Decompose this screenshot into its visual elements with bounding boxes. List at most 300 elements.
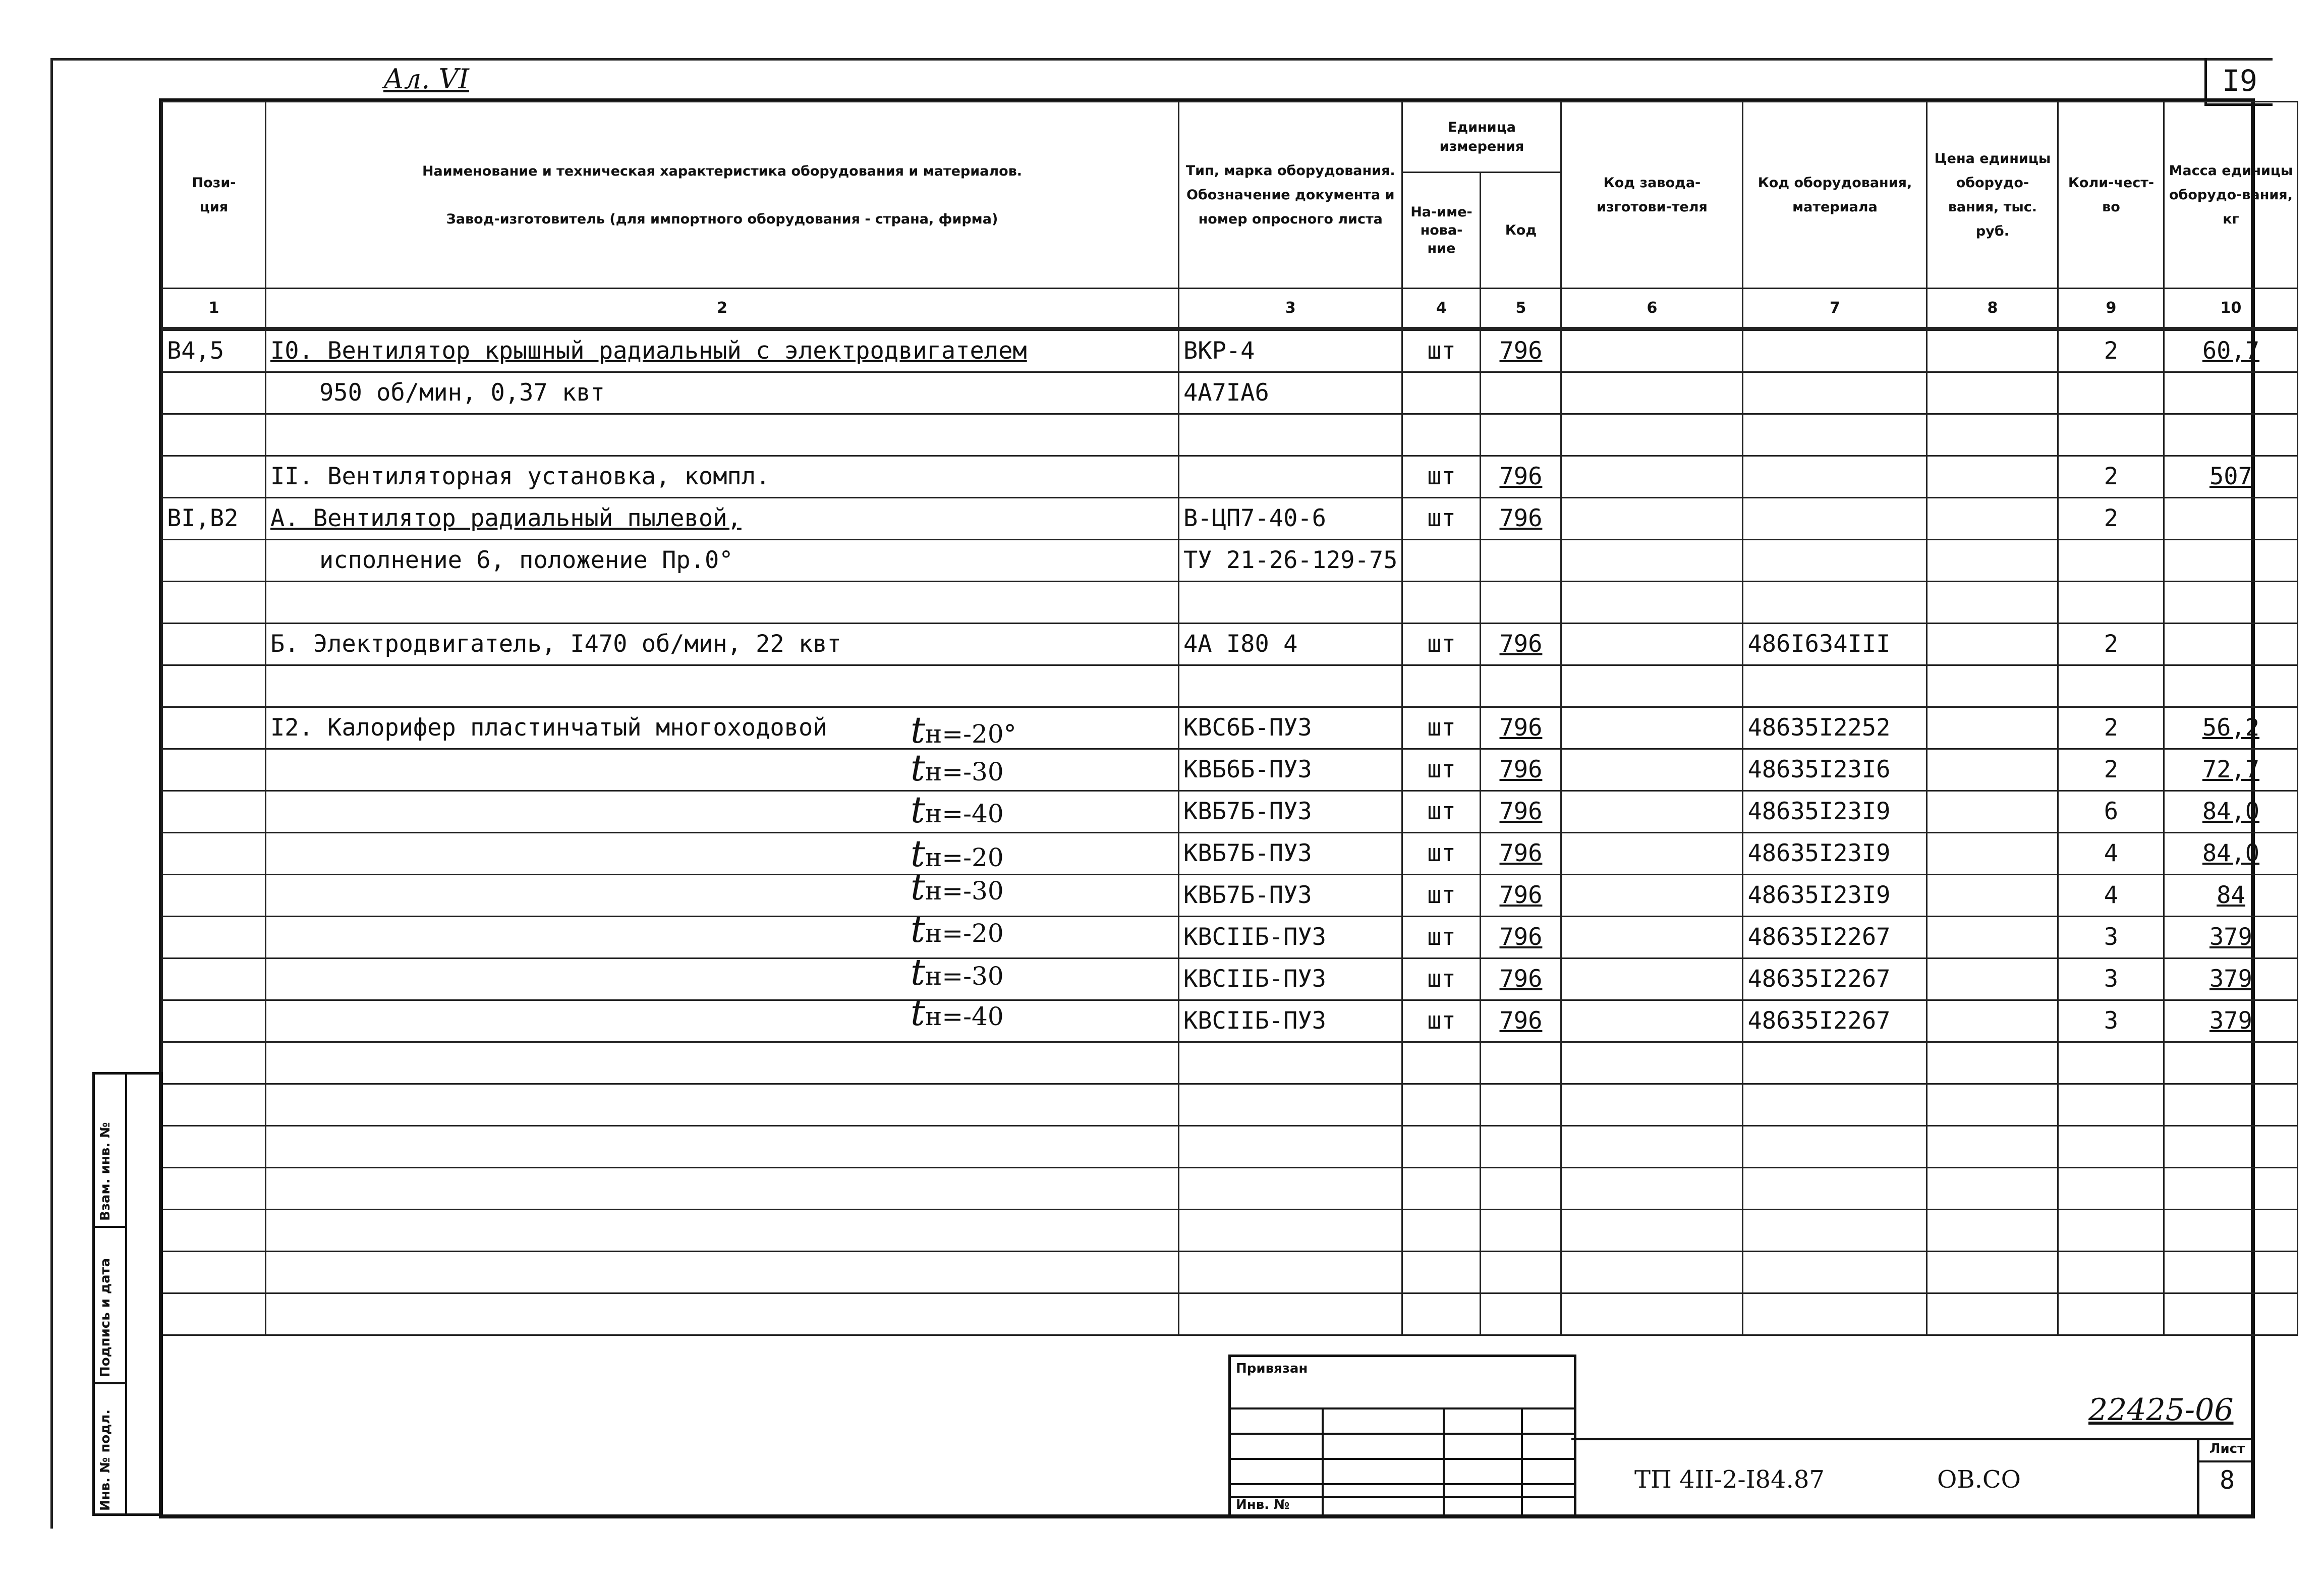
item-mass: 379	[2164, 916, 2298, 958]
item-price	[1927, 874, 2058, 916]
stamp-bound-label: Привязан	[1236, 1361, 1308, 1376]
empty-cell	[1743, 1209, 1927, 1251]
item-quantity: 2	[2058, 456, 2164, 497]
table-row	[162, 456, 2298, 497]
temperature-symbol: t	[911, 991, 925, 1034]
item-price	[1927, 497, 2058, 539]
item-type: КВБ7Б-ПУЗ	[1179, 874, 1402, 916]
empty-cell	[1481, 1209, 1561, 1251]
item-name	[266, 414, 1179, 456]
item-unit-code: 796	[1481, 497, 1561, 539]
temperature-value: н=-20	[925, 919, 1004, 948]
empty-cell	[1481, 1167, 1561, 1209]
item-material-code: 48635I2252	[1743, 707, 1927, 749]
temperature-value: н=-30	[925, 962, 1004, 991]
empty-cell	[1481, 1293, 1561, 1335]
empty-cell	[2164, 1251, 2298, 1293]
empty-cell	[162, 1209, 266, 1251]
item-plant-code	[1561, 581, 1743, 623]
temperature-value: н=-40	[925, 799, 1004, 828]
column-number: 6	[1561, 289, 1743, 329]
item-plant-code	[1561, 539, 1743, 581]
item-plant-code	[1561, 665, 1743, 707]
position	[162, 958, 266, 1000]
item-unit-code	[1481, 372, 1561, 414]
empty-cell	[2058, 1084, 2164, 1125]
item-unit-code: 796	[1481, 832, 1561, 874]
empty-cell	[266, 1125, 1179, 1167]
item-type	[1179, 456, 1402, 497]
empty-cell	[1927, 1209, 2058, 1251]
position: B4,5	[162, 329, 266, 372]
item-unit-code: 796	[1481, 456, 1561, 497]
item-unit-code: 796	[1481, 916, 1561, 958]
table-row	[162, 372, 2298, 414]
empty-cell	[1481, 1125, 1561, 1167]
empty-cell	[1179, 1042, 1402, 1084]
empty-cell	[1743, 1293, 1927, 1335]
empty-cell	[1561, 1125, 1743, 1167]
item-name: II. Вентиляторная установка, компл.	[266, 456, 1179, 497]
empty-cell	[162, 1251, 266, 1293]
item-mass	[2164, 665, 2298, 707]
header-unit-name: На-име-нова-ние	[1402, 173, 1481, 289]
item-unit-code: 796	[1481, 874, 1561, 916]
header-unit-code: Код	[1481, 173, 1561, 289]
empty-cell	[1481, 1042, 1561, 1084]
item-mass: 379	[2164, 958, 2298, 1000]
item-unit	[1402, 414, 1481, 456]
item-name: Б. Электродвигатель, I470 об/мин, 22 квт	[266, 623, 1179, 665]
empty-cell	[1179, 1084, 1402, 1125]
item-unit	[1402, 581, 1481, 623]
empty-cell	[2164, 1293, 2298, 1335]
item-unit	[1402, 665, 1481, 707]
item-mass: 379	[2164, 1000, 2298, 1042]
item-name: I2. Калорифер пластинчатый многоходовой	[266, 707, 1179, 749]
empty-cell	[1402, 1209, 1481, 1251]
item-price	[1927, 372, 2058, 414]
item-quantity: 4	[2058, 832, 2164, 874]
item-name	[266, 832, 1179, 874]
item-unit-code: 796	[1481, 1000, 1561, 1042]
item-material-code: 48635I23I9	[1743, 832, 1927, 874]
empty-cell	[2164, 1084, 2298, 1125]
empty-cell	[1179, 1125, 1402, 1167]
inlet-temperature-label	[911, 747, 1004, 789]
empty-cell	[162, 1167, 266, 1209]
item-price	[1927, 749, 2058, 791]
item-unit	[1402, 372, 1481, 414]
side-label-signature-date: Подпись и дата	[98, 1258, 113, 1377]
header-price: Цена единицы оборудо-вания, тыс. руб.	[1927, 102, 2058, 289]
item-quantity	[2058, 581, 2164, 623]
empty-row	[162, 1293, 2298, 1335]
temperature-value: н=-30	[925, 757, 1004, 786]
item-name	[266, 581, 1179, 623]
item-mass	[2164, 372, 2298, 414]
table-row	[162, 707, 2298, 749]
item-price	[1927, 958, 2058, 1000]
empty-cell	[266, 1167, 1179, 1209]
empty-cell	[2058, 1125, 2164, 1167]
empty-cell	[2164, 1209, 2298, 1251]
empty-cell	[2164, 1167, 2298, 1209]
table-row	[162, 665, 2298, 707]
column-number: 9	[2058, 289, 2164, 329]
empty-cell	[266, 1084, 1179, 1125]
item-material-code	[1743, 539, 1927, 581]
empty-cell	[1402, 1251, 1481, 1293]
item-name	[266, 749, 1179, 791]
item-unit-code	[1481, 665, 1561, 707]
item-plant-code	[1561, 749, 1743, 791]
empty-cell	[266, 1251, 1179, 1293]
item-price	[1927, 581, 2058, 623]
temperature-symbol: t	[911, 951, 925, 993]
item-plant-code	[1561, 497, 1743, 539]
empty-cell	[1561, 1084, 1743, 1125]
item-plant-code	[1561, 707, 1743, 749]
header-plant-code: Код завода-изготови-теля	[1561, 102, 1743, 289]
item-quantity: 2	[2058, 329, 2164, 372]
position	[162, 665, 266, 707]
item-unit: шт	[1402, 707, 1481, 749]
side-stamp	[92, 1072, 163, 1516]
header-quantity: Коли-чест-во	[2058, 102, 2164, 289]
table-row	[162, 1000, 2298, 1042]
item-mass	[2164, 581, 2298, 623]
empty-cell	[1927, 1084, 2058, 1125]
empty-cell	[2164, 1125, 2298, 1167]
item-mass	[2164, 623, 2298, 665]
item-mass	[2164, 539, 2298, 581]
item-quantity: 3	[2058, 958, 2164, 1000]
item-plant-code	[1561, 832, 1743, 874]
position	[162, 916, 266, 958]
page-number: I9	[2204, 58, 2273, 106]
table-row	[162, 832, 2298, 874]
inlet-temperature-label	[911, 951, 1004, 993]
temperature-symbol: t	[911, 866, 925, 908]
table-row	[162, 874, 2298, 916]
item-type: В-ЦП7-40-6	[1179, 497, 1402, 539]
position	[162, 1000, 266, 1042]
empty-cell	[162, 1042, 266, 1084]
sheet-number: 8	[2219, 1465, 2235, 1495]
column-number: 8	[1927, 289, 2058, 329]
item-name	[266, 1000, 1179, 1042]
empty-cell	[1743, 1125, 1927, 1167]
item-unit-code: 796	[1481, 623, 1561, 665]
header-type: Тип, марка оборудования. Обозначение документа и номер опросного листа	[1179, 102, 1402, 289]
item-name	[266, 665, 1179, 707]
item-quantity: 6	[2058, 791, 2164, 832]
stamp-inv-label: Инв. №	[1236, 1497, 1290, 1512]
item-price	[1927, 1000, 2058, 1042]
item-mass	[2164, 497, 2298, 539]
empty-cell	[1561, 1251, 1743, 1293]
empty-cell	[1743, 1251, 1927, 1293]
position	[162, 749, 266, 791]
item-name	[266, 791, 1179, 832]
column-number: 4	[1402, 289, 1481, 329]
empty-cell	[1927, 1167, 2058, 1209]
item-unit: шт	[1402, 1000, 1481, 1042]
empty-cell	[1402, 1084, 1481, 1125]
empty-cell	[1179, 1209, 1402, 1251]
temperature-symbol: t	[911, 908, 925, 950]
item-material-code	[1743, 665, 1927, 707]
item-material-code: 486I634III	[1743, 623, 1927, 665]
item-material-code: 48635I23I9	[1743, 791, 1927, 832]
item-plant-code	[1561, 414, 1743, 456]
item-type	[1179, 581, 1402, 623]
header-name: Наименование и техническая характеристика оборудования и материалов. Завод-изготовитель (для импортного оборудования - страна, фирма)	[266, 102, 1179, 289]
item-material-code: 48635I23I9	[1743, 874, 1927, 916]
handwritten-annotation: Ал. VI	[383, 63, 469, 95]
item-type: КВС6Б-ПУЗ	[1179, 707, 1402, 749]
empty-cell	[2058, 1251, 2164, 1293]
position	[162, 707, 266, 749]
item-plant-code	[1561, 916, 1743, 958]
item-price	[1927, 456, 2058, 497]
empty-row	[162, 1042, 2298, 1084]
table-row	[162, 497, 2298, 539]
item-quantity: 3	[2058, 1000, 2164, 1042]
item-name: I0. Вентилятор крышный радиальный с электродвигателем	[266, 329, 1179, 372]
item-material-code	[1743, 456, 1927, 497]
item-quantity: 2	[2058, 707, 2164, 749]
temperature-value: н=-20°	[925, 719, 1016, 749]
empty-cell	[2164, 1042, 2298, 1084]
empty-cell	[1927, 1042, 2058, 1084]
item-name	[266, 916, 1179, 958]
inlet-temperature-label	[911, 908, 1004, 950]
position	[162, 623, 266, 665]
item-unit	[1402, 539, 1481, 581]
item-mass: 507	[2164, 456, 2298, 497]
position	[162, 456, 266, 497]
empty-row	[162, 1209, 2298, 1251]
table-row	[162, 958, 2298, 1000]
table-row	[162, 539, 2298, 581]
table-row	[162, 916, 2298, 958]
empty-cell	[266, 1209, 1179, 1251]
item-quantity: 2	[2058, 497, 2164, 539]
item-unit: шт	[1402, 916, 1481, 958]
table-row	[162, 791, 2298, 832]
side-label-original-inv: Инв. № подл.	[98, 1409, 113, 1511]
empty-cell	[1402, 1167, 1481, 1209]
temperature-value: н=-30	[925, 876, 1004, 906]
item-mass: 72,7	[2164, 749, 2298, 791]
handwritten-signature-number: 22425-06	[2088, 1392, 2234, 1428]
item-price	[1927, 707, 2058, 749]
header-position: Пози- ция	[162, 102, 266, 289]
item-mass	[2164, 414, 2298, 456]
temperature-value: н=-20	[925, 843, 1004, 872]
temperature-symbol: t	[911, 747, 925, 789]
item-name	[266, 958, 1179, 1000]
item-quantity: 3	[2058, 916, 2164, 958]
item-plant-code	[1561, 1000, 1743, 1042]
item-mass: 84,0	[2164, 791, 2298, 832]
item-plant-code	[1561, 329, 1743, 372]
item-quantity	[2058, 414, 2164, 456]
empty-cell	[1481, 1084, 1561, 1125]
item-unit-code	[1481, 414, 1561, 456]
empty-cell	[1481, 1251, 1561, 1293]
item-material-code	[1743, 497, 1927, 539]
item-material-code: 48635I23I6	[1743, 749, 1927, 791]
item-unit-code: 796	[1481, 707, 1561, 749]
item-unit: шт	[1402, 874, 1481, 916]
item-unit: шт	[1402, 329, 1481, 372]
empty-cell	[2058, 1042, 2164, 1084]
position	[162, 372, 266, 414]
item-price	[1927, 414, 2058, 456]
position	[162, 832, 266, 874]
item-type: КВБ7Б-ПУЗ	[1179, 791, 1402, 832]
inlet-temperature-label	[911, 866, 1004, 908]
temperature-symbol: t	[911, 788, 925, 831]
item-unit-code: 796	[1481, 329, 1561, 372]
empty-row	[162, 1084, 2298, 1125]
item-unit: шт	[1402, 832, 1481, 874]
position	[162, 874, 266, 916]
item-mass: 84,0	[2164, 832, 2298, 874]
item-type: КВСIIБ-ПУЗ	[1179, 916, 1402, 958]
empty-row	[162, 1125, 2298, 1167]
item-mass: 84	[2164, 874, 2298, 916]
item-mass: 60,7	[2164, 329, 2298, 372]
item-material-code	[1743, 372, 1927, 414]
item-unit: шт	[1402, 958, 1481, 1000]
empty-cell	[266, 1042, 1179, 1084]
empty-cell	[1927, 1293, 2058, 1335]
item-plant-code	[1561, 372, 1743, 414]
item-type: КВСIIБ-ПУЗ	[1179, 958, 1402, 1000]
column-number: 5	[1481, 289, 1561, 329]
sheet-label: Лист	[2199, 1438, 2255, 1462]
item-mass: 56,2	[2164, 707, 2298, 749]
empty-cell	[1927, 1251, 2058, 1293]
position	[162, 581, 266, 623]
item-unit: шт	[1402, 749, 1481, 791]
item-name: исполнение 6, положение Пр.0°	[266, 539, 1179, 581]
inlet-temperature-label	[911, 991, 1004, 1034]
position	[162, 791, 266, 832]
empty-cell	[1402, 1042, 1481, 1084]
item-unit-code	[1481, 539, 1561, 581]
empty-cell	[1561, 1167, 1743, 1209]
empty-cell	[162, 1084, 266, 1125]
side-label-replace-inv: Взам. инв. №	[98, 1122, 113, 1221]
table-row	[162, 623, 2298, 665]
item-quantity	[2058, 372, 2164, 414]
position	[162, 539, 266, 581]
item-unit: шт	[1402, 791, 1481, 832]
empty-cell	[1743, 1084, 1927, 1125]
item-unit: шт	[1402, 497, 1481, 539]
empty-cell	[1179, 1293, 1402, 1335]
inlet-temperature-label	[911, 709, 1016, 751]
empty-cell	[1561, 1042, 1743, 1084]
column-number: 10	[2164, 289, 2298, 329]
item-quantity: 2	[2058, 749, 2164, 791]
item-unit-code: 796	[1481, 958, 1561, 1000]
temperature-symbol: t	[911, 832, 925, 875]
inlet-temperature-label	[911, 788, 1004, 831]
empty-cell	[2058, 1293, 2164, 1335]
item-type: ВКР-4	[1179, 329, 1402, 372]
column-number: 2	[266, 289, 1179, 329]
item-type	[1179, 414, 1402, 456]
binding-stamp	[1228, 1355, 1576, 1518]
empty-cell	[1927, 1125, 2058, 1167]
item-name	[266, 874, 1179, 916]
item-material-code	[1743, 329, 1927, 372]
item-type: КВБ6Б-ПУЗ	[1179, 749, 1402, 791]
item-type: ТУ 21-26-129-75	[1179, 539, 1402, 581]
item-quantity: 2	[2058, 623, 2164, 665]
specification-table	[161, 101, 2298, 1336]
header-unit: Единица измерения	[1402, 102, 1561, 173]
item-price	[1927, 539, 2058, 581]
item-unit-code	[1481, 581, 1561, 623]
table-row	[162, 329, 2298, 372]
item-price	[1927, 832, 2058, 874]
item-name: 950 об/мин, 0,37 квт	[266, 372, 1179, 414]
item-plant-code	[1561, 623, 1743, 665]
item-plant-code	[1561, 958, 1743, 1000]
item-unit: шт	[1402, 623, 1481, 665]
empty-cell	[1402, 1293, 1481, 1335]
empty-cell	[2058, 1209, 2164, 1251]
empty-cell	[1561, 1209, 1743, 1251]
empty-row	[162, 1251, 2298, 1293]
temperature-value: н=-40	[925, 1002, 1004, 1031]
item-type: 4А I80 4	[1179, 623, 1402, 665]
position	[162, 414, 266, 456]
empty-cell	[1743, 1042, 1927, 1084]
item-plant-code	[1561, 791, 1743, 832]
item-quantity	[2058, 665, 2164, 707]
item-material-code: 48635I2267	[1743, 1000, 1927, 1042]
item-unit: шт	[1402, 456, 1481, 497]
item-type: КВБ7Б-ПУЗ	[1179, 832, 1402, 874]
temperature-symbol: t	[911, 709, 925, 751]
document-section: ОВ.СО	[1937, 1465, 2021, 1494]
item-type: 4А7IА6	[1179, 372, 1402, 414]
sheet-box	[2197, 1438, 2255, 1518]
document-number: ТП 4II-2-I84.87	[1634, 1465, 1825, 1494]
item-material-code: 48635I2267	[1743, 916, 1927, 958]
item-price	[1927, 623, 2058, 665]
item-material-code	[1743, 581, 1927, 623]
empty-cell	[1402, 1125, 1481, 1167]
empty-cell	[266, 1293, 1179, 1335]
position: BI,B2	[162, 497, 266, 539]
empty-cell	[1743, 1167, 1927, 1209]
column-number: 1	[162, 289, 266, 329]
item-type	[1179, 665, 1402, 707]
table-row	[162, 414, 2298, 456]
empty-cell	[1179, 1167, 1402, 1209]
column-number: 3	[1179, 289, 1402, 329]
item-plant-code	[1561, 874, 1743, 916]
